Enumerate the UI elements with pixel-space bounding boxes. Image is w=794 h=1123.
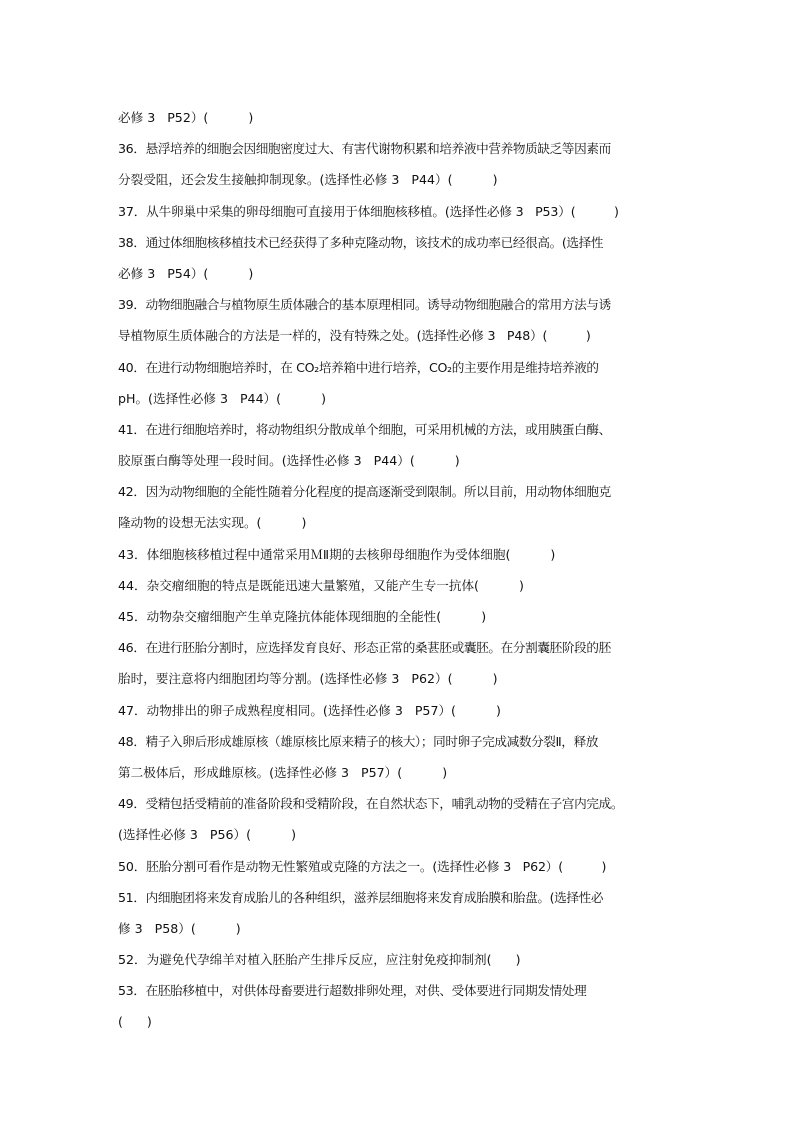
question-53-line-2: ( ) xyxy=(118,1014,152,1030)
question-38-line-1: 38．通过体细胞核移植技术已经获得了多种克隆动物，该技术的成功率已经很高。(选择性 xyxy=(118,234,604,250)
question-49-line-1: 49．受精包括受精前的准备阶段和受精阶段，在自然状态下，哺乳动物的受精在子宫内完成。 xyxy=(118,796,624,812)
question-36-line-2: 分裂受阻，还会发生接触抑制现象。(选择性必修 3 P44）( ) xyxy=(118,172,498,188)
question-list xyxy=(118,102,683,1038)
question-46-line-2: 胎时，要注意将内细胞团均等分割。(选择性必修 3 P62）( ) xyxy=(118,671,498,687)
question-53-line-1: 53．在胚胎移植中，对供体母畜要进行超数排卵处理，对供、受体要进行同期发情处理 xyxy=(118,983,587,999)
question-43: 43．体细胞核移植过程中通常采用ＭⅡ期的去核卵母细胞作为受体细胞( ) xyxy=(118,546,556,562)
question-42-line-2: 隆动物的设想无法实现。( ) xyxy=(118,515,307,531)
question-52: 52．为避免代孕绵羊对植入胚胎产生排斥反应，应注射免疫抑制剂( ) xyxy=(118,952,521,968)
question-50: 50．胚胎分割可看作是动物无性繁殖或克隆的方法之一。(选择性必修 3 P62）( ) xyxy=(118,858,607,874)
question-47: 47．动物排出的卵子成熟程度相同。(选择性必修 3 P57）( ) xyxy=(118,702,501,718)
question-41-line-1: 41．在进行细胞培养时，将动物组织分散成单个细胞，可采用机械的方法，或用胰蛋白酶、 xyxy=(118,421,611,437)
question-36-line-1: 36．悬浮培养的细胞会因细胞密度过大、有害代谢物积累和培养液中营养物质缺乏等因素而 xyxy=(118,141,611,157)
question-39-line-1: 39．动物细胞融合与植物原生质体融合的基本原理相同。诱导动物细胞融合的常用方法与诱 xyxy=(118,297,611,313)
question-40-line-1: 40．在进行动物细胞培养时，在 CO₂培养箱中进行培养，CO₂的主要作用是维持培养液的 xyxy=(118,359,599,375)
question-39-line-2: 导植物原生质体融合的方法是一样的，没有特殊之处。(选择性必修 3 P48）( ) xyxy=(118,328,591,344)
question-46-line-1: 46．在进行胚胎分割时，应选择发育良好、形态正常的桑葚胚或囊胚。在分割囊胚阶段的胚 xyxy=(118,640,611,656)
text-line: 必修 3 P52）( ) xyxy=(118,110,254,125)
question-49-line-2: (选择性必修 3 P56）( ) xyxy=(118,827,296,843)
question-51-line-1: 51．内细胞团将来发育成胎儿的各种组织，滋养层细胞将来发育成胎膜和胎盘。(选择性必 xyxy=(118,889,604,905)
question-41-line-2: 胶原蛋白酶等处理一段时间。(选择性必修 3 P44）( ) xyxy=(118,453,460,469)
question-40-line-2: pH。(选择性必修 3 P44）( ) xyxy=(118,390,327,406)
question-44: 44．杂交瘤细胞的特点是既能迅速大量繁殖，又能产生专一抗体( ) xyxy=(118,577,524,593)
question-48-line-1: 48．精子入卵后形成雄原核（雄原核比原来精子的核大）；同时卵子完成减数分裂Ⅱ，释放 xyxy=(118,733,599,749)
question-37: 37．从牛卵巢中采集的卵母细胞可直接用于体细胞核移植。(选择性必修 3 P53）( ) xyxy=(118,203,619,219)
question-38-line-2: 必修 3 P54）( ) xyxy=(118,265,254,281)
question-48-line-2: 第二极体后，形成雌原核。(选择性必修 3 P57）( ) xyxy=(118,764,448,780)
question-42-line-1: 42．因为动物细胞的全能性随着分化程度的提高逐渐受到限制。所以目前，用动物体细胞克 xyxy=(118,484,611,500)
question-45: 45．动物杂交瘤细胞产生单克隆抗体能体现细胞的全能性( ) xyxy=(118,609,487,624)
question-51-line-2: 修 3 P58）( ) xyxy=(118,920,241,936)
